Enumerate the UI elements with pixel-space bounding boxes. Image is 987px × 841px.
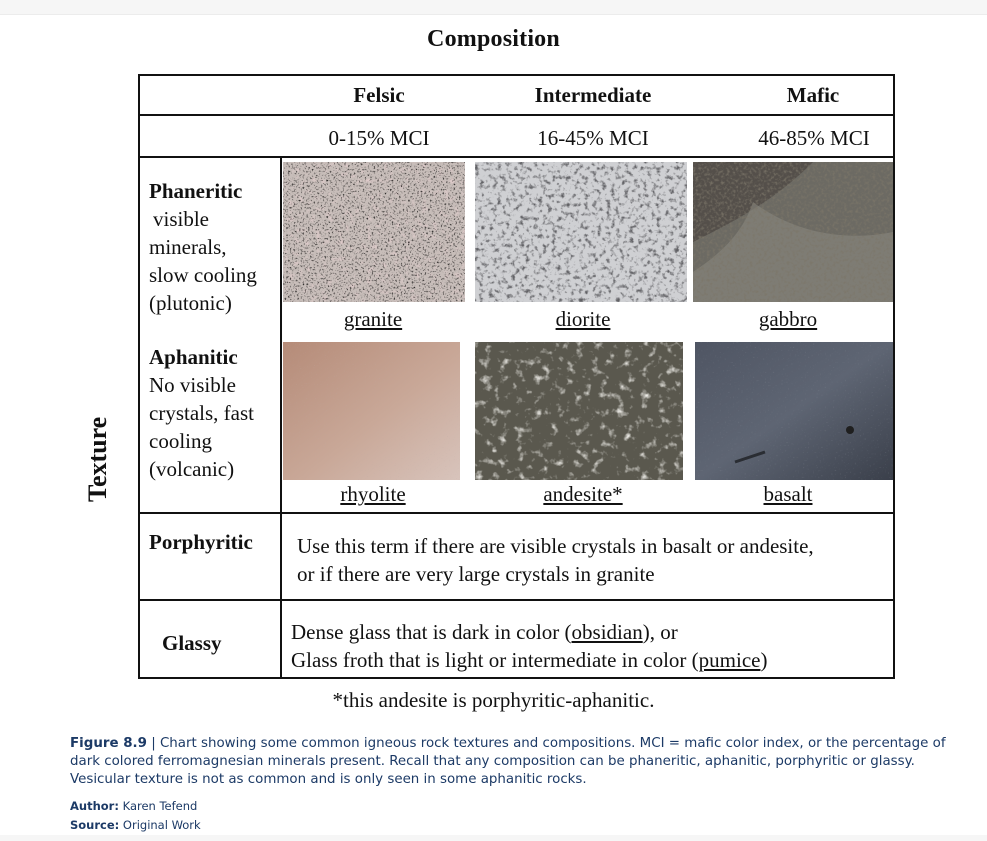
mci-felsic: 0-15% MCI <box>328 126 430 150</box>
column-header-felsic: Felsic <box>353 83 405 107</box>
row-desc-line: (plutonic) <box>149 291 232 315</box>
table-rule <box>138 512 895 514</box>
figure-caption <box>70 735 950 789</box>
basalt-photo <box>695 342 893 480</box>
row-desc-line: visible <box>153 207 209 231</box>
row-label-aphanitic <box>149 343 254 483</box>
source-line <box>70 818 201 832</box>
row-desc-line: slow cooling <box>149 263 257 287</box>
pumice-link[interactable]: pumice <box>698 648 761 672</box>
obsidian-link[interactable]: obsidian <box>571 620 643 644</box>
glassy-text: ), or <box>642 620 678 644</box>
row-title-aphanitic: Aphanitic <box>149 345 238 369</box>
rock-name-granite[interactable]: granite <box>343 307 403 331</box>
table-column-divider <box>280 156 282 679</box>
table-rule <box>138 156 895 158</box>
figure-number: Figure 8.9 <box>70 736 147 751</box>
table-border-bottom <box>138 677 895 679</box>
chart-title: Composition <box>427 26 560 52</box>
glassy-text: ) <box>760 648 768 672</box>
granite-photo <box>283 162 465 302</box>
row-desc-line: crystals, fast <box>149 401 254 425</box>
row-desc-line: (volcanic) <box>149 457 235 481</box>
glassy-line-2 <box>291 646 767 674</box>
gabbro-photo <box>693 162 893 302</box>
bottom-bar <box>0 835 987 841</box>
row-label-glassy <box>162 629 222 657</box>
rock-name-diorite[interactable]: diorite <box>555 307 611 331</box>
rock-classification-table <box>138 74 895 679</box>
porphyritic-description <box>297 532 814 588</box>
table-rule <box>138 114 895 116</box>
row-label-phaneritic <box>149 177 257 317</box>
porphyritic-line-1: Use this term if there are visible crystals in basalt or andesite, <box>297 534 814 558</box>
rock-name-gabbro[interactable]: gabbro <box>758 307 818 331</box>
author-line <box>70 799 197 813</box>
top-bar <box>0 0 987 15</box>
mci-intermediate: 16-45% MCI <box>537 126 649 150</box>
column-header-intermediate: Intermediate <box>534 83 652 107</box>
row-title-phaneritic: Phaneritic <box>149 179 243 203</box>
author-label: Author: <box>70 799 119 813</box>
mci-mafic: 46-85% MCI <box>758 126 870 150</box>
row-title-porphyritic: Porphyritic <box>149 530 253 554</box>
andesite-footnote: *this andesite is porphyritic-aphanitic. <box>332 688 655 712</box>
andesite-photo <box>475 342 683 480</box>
rhyolite-photo <box>283 342 460 480</box>
porphyritic-line-2: or if there are very large crystals in granite <box>297 562 655 586</box>
column-header-mafic: Mafic <box>786 83 840 107</box>
row-desc-line: minerals, <box>149 235 227 259</box>
row-label-porphyritic <box>149 528 253 556</box>
caption-text: | Chart showing some common igneous rock textures and compositions. MCI = mafic color index, or the percentage of dark colored ferromagnesian minerals present. Recall that any composition can be phaneritic, aphanitic, porphyritic or glassy. Vesicular texture is not as common and is only seen in some aphanitic rocks. <box>70 736 946 787</box>
table-border-top <box>138 74 895 76</box>
glassy-text: Glass froth that is light or intermediate in color ( <box>291 648 699 672</box>
rock-name-andesite[interactable]: andesite* <box>543 482 623 506</box>
table-rule <box>138 599 895 601</box>
row-title-glassy: Glassy <box>162 631 222 655</box>
rock-name-rhyolite[interactable]: rhyolite <box>340 482 406 506</box>
table-border-right <box>893 74 895 679</box>
source-label: Source: <box>70 818 120 832</box>
glassy-description <box>291 618 767 674</box>
row-desc-line: No visible <box>149 373 236 397</box>
author-name: Karen Tefend <box>118 799 198 813</box>
texture-axis-label: Texture <box>83 416 112 502</box>
glassy-text: Dense glass that is dark in color ( <box>291 620 572 644</box>
source-name: Original Work <box>119 818 201 832</box>
diorite-photo <box>475 162 687 302</box>
table-border-left <box>138 74 140 679</box>
glassy-line-1 <box>291 618 767 646</box>
row-desc-line: cooling <box>149 429 212 453</box>
rock-name-basalt[interactable]: basalt <box>763 482 813 506</box>
